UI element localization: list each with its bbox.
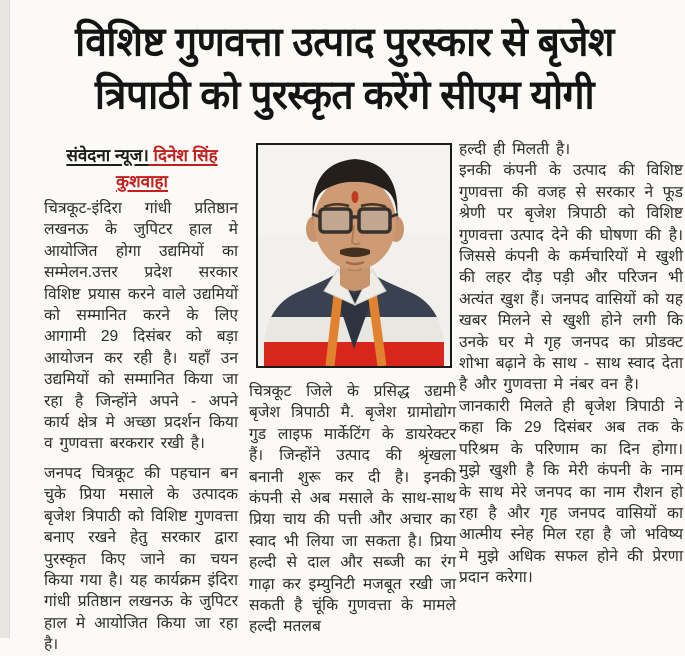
headline: [22, 16, 667, 122]
column-1: [44, 198, 238, 656]
byline: [44, 143, 240, 195]
headline-line1: विशिष्ट गुणवत्ता उत्पाद पुरस्कार से बृजेश: [75, 20, 614, 65]
article-paragraph: इनकी कंपनी के उत्पाद की विशिष्ट गुणवत्ता की वजह से सरकार ने फूड श्रेणी पर बृजेश त्रिपाठी को विशिष्ट गुणवत्ता उत्पाद देने की घोषणा की है। जिससे कंपनी के कर्मचारियों मे खुशी की लहर दौड़ पड़ी और परिजन भी अत्यंत खुश हैं। जनपद वासियों को यह खबर मिलने से खुशी होने लगी कि उनके घर मे गृह जनपद का प्रोडक्ट शोभा बढ़ाने के साथ - साथ स्वाद देता है और गुणवत्ता मे नंबर वन है।: [459, 162, 683, 394]
byline-agency: संवेदना न्यूज।: [66, 146, 149, 165]
page-edge-shadow: [0, 0, 10, 638]
portrait-photo-illustration: [258, 145, 450, 366]
article-paragraph: चित्रकूट-इंदिरा गांधी प्रतिष्ठान लखनऊ के जुपिटर हाल मे आयोजित होगा उद्यमियों का सम्मेलन.उत्तर प्रदेश सरकार विशिष्ट प्रयास करने वाले उद्यमियों को सम्मानित करने के लिए आगामी 29 दिसंबर को बड़ा आयोजन कर रही है। यहाँ उन उद्यमियों को सम्मानित किया जा रहा है जिन्होंने अपने - अपने कार्य क्षेत्र मे अच्छा प्रदर्शन किया व गुणवत्ता बरकरार रखी है।: [44, 200, 238, 453]
article-paragraph: जनपद चित्रकूट की पहचान बन चुके प्रिया मसाले के उत्पादक बृजेश त्रिपाठी को विशिष्ट गुणवत्ता बनाए रखने हेतु सरकार द्वारा पुरस्कृत किए जाने का चयन किया गया है। यह कार्यक्रम इंदिरा गांधी प्रतिष्ठान लखनऊ के जुपिटर हाल मे आयोजित किया जा रहा है।: [44, 464, 238, 654]
article-paragraph: जानकारी मिलते ही बृजेश त्रिपाठी ने कहा कि 29 दिसंबर अब तक के परिश्रम के परिणाम का दिन होगा। मुझे खुशी है कि मेरी कंपनी के नाम के साथ मेरे जनपद का नाम रौशन हो रहा है और गृह जनपद वासियों का आत्मीय स्नेह मिल रहा है जो भविष्य मे मुझे अधिक सफल होने की प्रेरणा प्रदान करेगा।: [459, 397, 683, 587]
column-2: [249, 141, 456, 638]
article-paragraph: हल्दी ही मिलती है।: [459, 141, 571, 158]
portrait-photo: [256, 143, 452, 368]
column-3: [459, 139, 683, 589]
article-paragraph: चित्रकूट जिले के प्रसिद्ध उद्यमी बृजेश त्रिपाठी मै. बृजेश ग्रामोद्योग गुड लाइफ मार्केटिंग के डायरेक्टर हैं। जिन्होंने उत्पाद की श्रृंखला बनानी शुरू कर दी है। इनकी कंपनी से अब मसाले के साथ-साथ प्रिया चाय की पत्ती और अचार का स्वाद भी लिया जा सकता है। प्रिया हल्दी से दाल और सब्जी का रंग गाढ़ा कर इम्युनिटी मजबूत रखी जा सकती है चूंकि गुणवत्ता के मामले हल्दी मतलब: [249, 383, 456, 636]
headline-line2: त्रिपाठी को पुरस्कृत करेंगे सीएम योगी: [94, 73, 595, 118]
byline-reporter: दिनेश सिंह कुशवाहा: [116, 146, 218, 191]
